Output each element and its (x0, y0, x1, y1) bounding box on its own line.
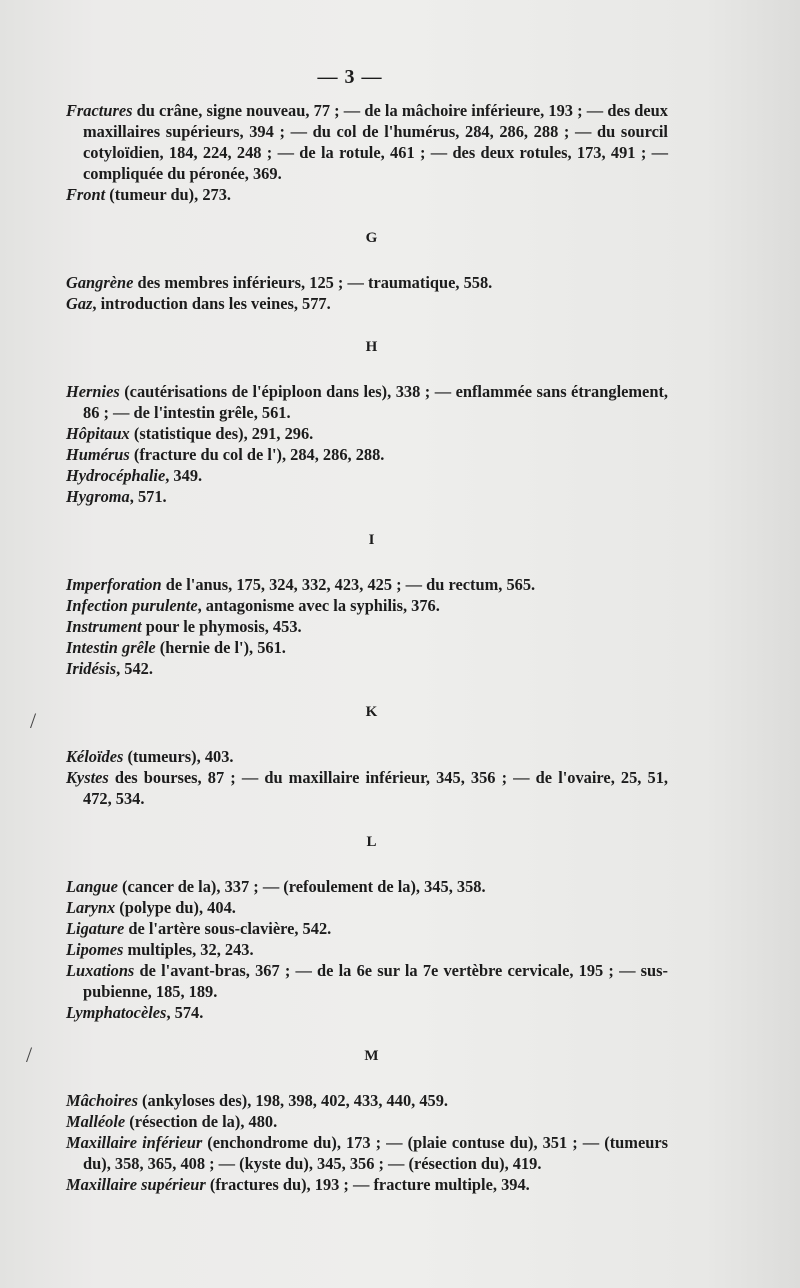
index-entry: Gaz, introduction dans les veines, 577. (66, 294, 331, 313)
marginal-mark-kystes: / (30, 708, 37, 733)
index-entry: Fractures du crâne, signe nouveau, 77 ; — de la mâchoire inférieure, 193 ; — des deux maxillaires supérieurs, 394 ; — du col de l'humérus, 284, 286, 288 ; — du sourcil cotyloïdien, 184, 224, 248 ; — de la rotule, 461 ; — des deux rotules, 173, 491 ; — compliquée du péronée, 369. (66, 101, 668, 183)
section-letter-l: L (366, 834, 378, 850)
index-entry: Instrument pour le phymosis, 453. (66, 617, 302, 636)
index-entry: Infection purulente, antagonisme avec la syphilis, 376. (66, 596, 440, 615)
index-entry: Langue (cancer de la), 337 ; — (refoulement de la), 345, 358. (66, 877, 486, 896)
index-entry: Larynx (polype du), 404. (66, 898, 236, 917)
index-column (66, 100, 668, 1195)
section-letter-m: M (364, 1048, 380, 1064)
page-number: — 3 — (317, 66, 383, 88)
section-letter-h: H (365, 339, 379, 355)
index-section-g (66, 272, 668, 314)
index-entry: Lipomes multiples, 32, 243. (66, 940, 254, 959)
index-entry: Luxations de l'avant-bras, 367 ; — de la 6e sur la 7e vertèbre cervicale, 195 ; — sus-pubienne, 185, 189. (66, 961, 668, 1001)
index-entry: Kéloïdes (tumeurs), 403. (66, 747, 234, 766)
index-entry: Maxillaire supérieur (fractures du), 193 ; — fracture multiple, 394. (66, 1175, 530, 1194)
section-letter-g: G (365, 230, 379, 246)
index-section-i (66, 574, 668, 679)
index-entry: Hydrocéphalie, 349. (66, 466, 203, 485)
index-entry: Humérus (fracture du col de l'), 284, 286, 288. (66, 445, 385, 464)
index-section-f (66, 100, 668, 205)
index-entry: Ligature de l'artère sous-clavière, 542. (66, 919, 332, 938)
index-entry: Iridésis, 542. (66, 659, 153, 678)
index-section-m (66, 1090, 668, 1195)
index-entry: Lymphatocèles, 574. (66, 1003, 204, 1022)
index-section-h (66, 381, 668, 507)
section-letter-i: I (368, 532, 376, 548)
index-entry: Hygroma, 571. (66, 487, 167, 506)
index-entry: Maxillaire inférieur (enchondrome du), 173 ; — (plaie contuse du), 351 ; — (tumeurs du), 358, 365, 408 ; — (kyste du), 345, 356 ; — (résection du), 419. (66, 1133, 668, 1173)
marginal-mark-maxillaire: / (26, 1042, 33, 1067)
index-entry: Imperforation de l'anus, 175, 324, 332, 423, 425 ; — du rectum, 565. (66, 575, 536, 594)
index-section-k (66, 746, 668, 809)
index-entry: Hernies (cautérisations de l'épiploon dans les), 338 ; — enflammée sans étranglement, 86 ; — de l'intestin grêle, 561. (66, 382, 668, 422)
index-entry: Mâchoires (ankyloses des), 198, 398, 402, 433, 440, 459. (66, 1091, 449, 1110)
index-entry: Malléole (résection de la), 480. (66, 1112, 278, 1131)
section-letter-k: K (365, 704, 379, 720)
index-section-l (66, 876, 668, 1023)
index-entry: Front (tumeur du), 273. (66, 185, 232, 204)
index-entry: Gangrène des membres inférieurs, 125 ; — traumatique, 558. (66, 273, 493, 292)
index-entry: Hôpitaux (statistique des), 291, 296. (66, 424, 314, 443)
index-entry: Kystes des bourses, 87 ; — du maxillaire inférieur, 345, 356 ; — de l'ovaire, 25, 51, 472, 534. (66, 768, 668, 808)
index-entry: Intestin grêle (hernie de l'), 561. (66, 638, 286, 657)
